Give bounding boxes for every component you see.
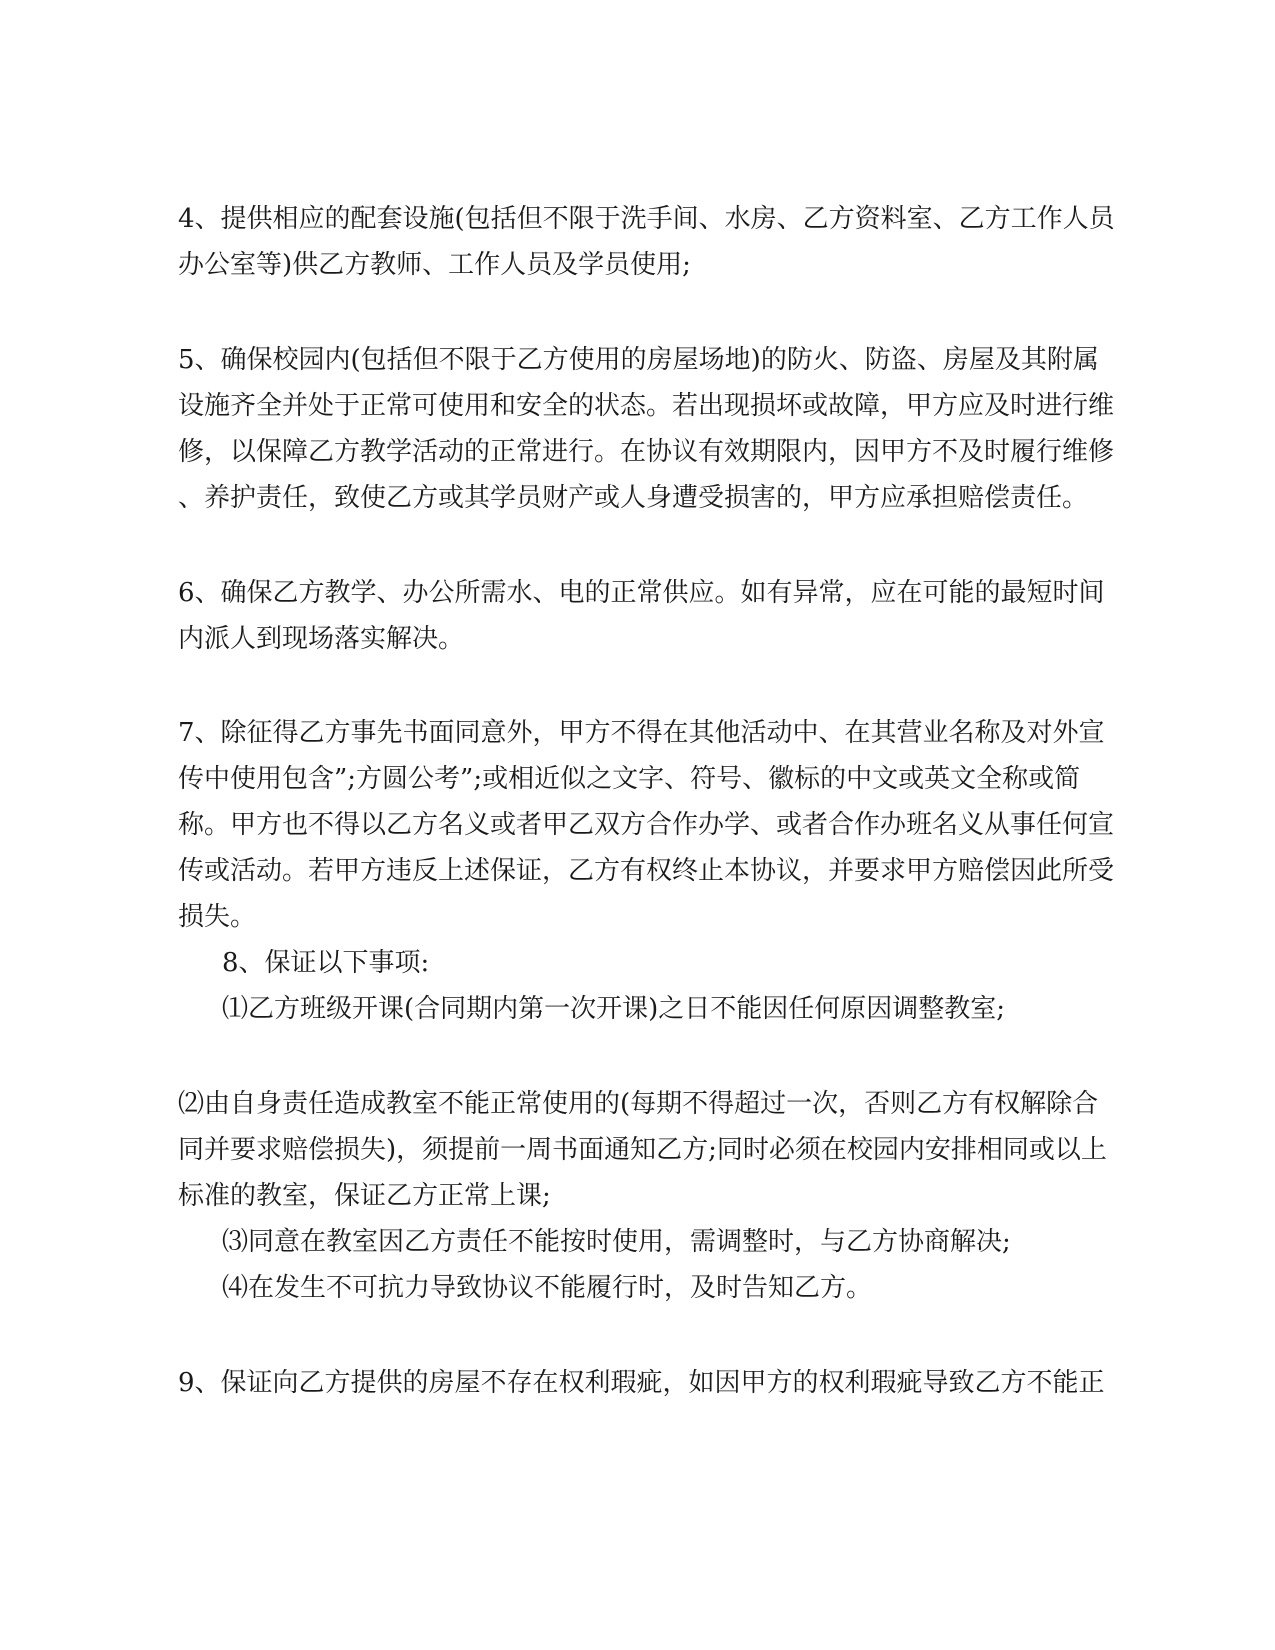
text-line: 同并要求赔偿损失)，须提前一周书面通知乙方;同时必须在校园内安排相同或以上 bbox=[178, 1135, 1107, 1165]
text-line: ⑶同意在教室因乙方责任不能按时使用，需调整时，与乙方协商解决; bbox=[222, 1227, 1011, 1257]
text-line: 、养护责任，致使乙方或其学员财产或人身遭受损害的，甲方应承担赔偿责任。 bbox=[178, 483, 1089, 513]
text-line: 9、保证向乙方提供的房屋不存在权利瑕疵，如因甲方的权利瑕疵导致乙方不能正 bbox=[178, 1368, 1105, 1398]
text-line: 设施齐全并处于正常可使用和安全的状态。若出现损坏或故障，甲方应及时进行维 bbox=[178, 391, 1115, 421]
text-line: 7、除征得乙方事先书面同意外，甲方不得在其他活动中、在其营业名称及对外宣 bbox=[178, 718, 1105, 748]
text-line: 内派人到现场落实解决。 bbox=[178, 624, 465, 654]
text-line: 称。甲方也不得以乙方名义或者甲乙双方合作办学、或者合作办班名义从事任何宣 bbox=[178, 810, 1115, 840]
text-line: 传中使用包含”;方圆公考”;或相近似之文字、符号、徽标的中文或英文全称或简 bbox=[178, 764, 1081, 794]
text-line: ⑴乙方班级开课(合同期内第一次开课)之日不能因任何原因调整教室; bbox=[222, 994, 1006, 1024]
text-line: 8、保证以下事项: bbox=[222, 948, 430, 978]
text-line: 修，以保障乙方教学活动的正常进行。在协议有效期限内，因甲方不及时履行维修 bbox=[178, 437, 1115, 467]
text-line: 4、提供相应的配套设施(包括但不限于洗手间、水房、乙方资料室、乙方工作人员 bbox=[178, 204, 1115, 234]
text-line: ⑵由自身责任造成教室不能正常使用的(每期不得超过一次，否则乙方有权解除合 bbox=[178, 1089, 1099, 1119]
text-line: 标准的教室，保证乙方正常上课; bbox=[178, 1181, 551, 1211]
text-line: ⑷在发生不可抗力导致协议不能履行时，及时告知乙方。 bbox=[222, 1273, 873, 1303]
text-line: 传或活动。若甲方违反上述保证，乙方有权终止本协议，并要求甲方赔偿因此所受 bbox=[178, 856, 1115, 886]
text-line: 办公室等)供乙方教师、工作人员及学员使用; bbox=[178, 250, 691, 280]
text-line: 6、确保乙方教学、办公所需水、电的正常供应。如有异常，应在可能的最短时间 bbox=[178, 578, 1105, 608]
text-line: 5、确保校园内(包括但不限于乙方使用的房屋场地)的防火、防盗、房屋及其附属 bbox=[178, 345, 1099, 375]
text-line: 损失。 bbox=[178, 902, 257, 932]
